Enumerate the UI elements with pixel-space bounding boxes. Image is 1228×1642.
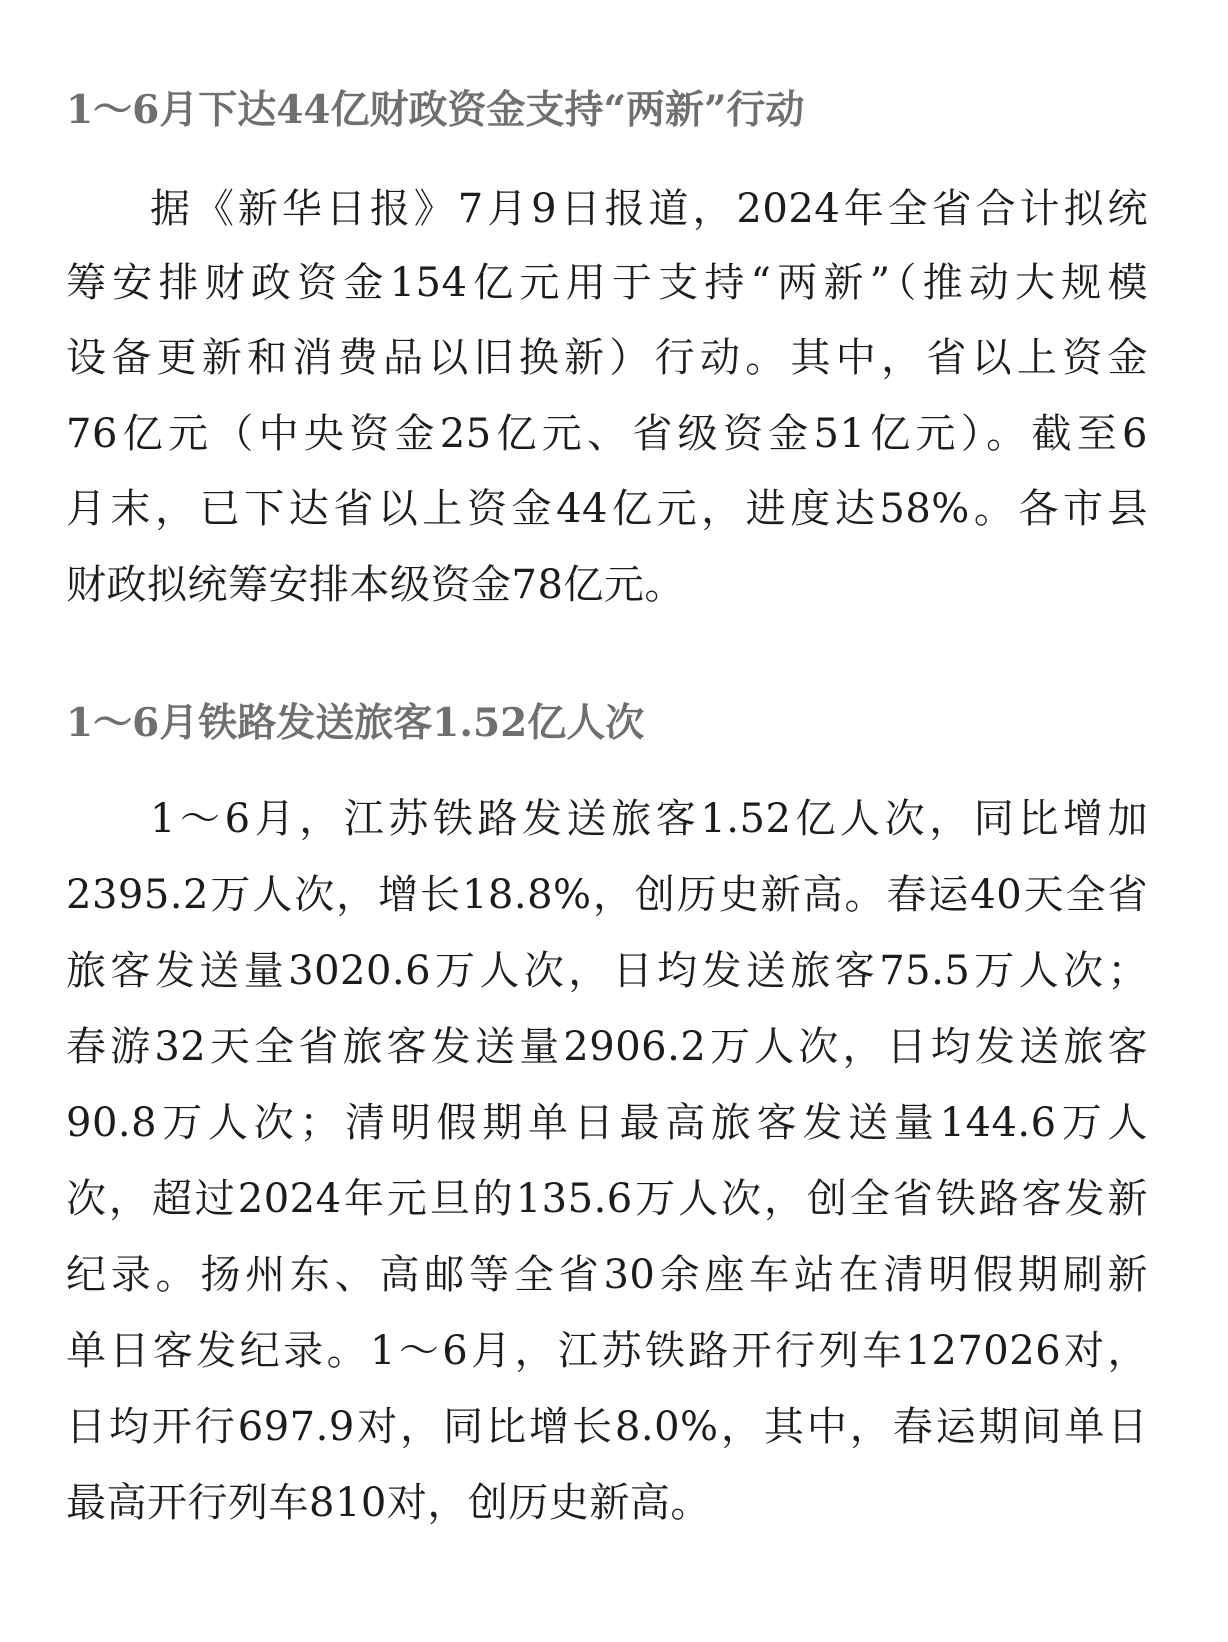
section-2-line-4: 春游32天全省旅客发送量2906.2万人次，日均发送旅客 [66, 1024, 1148, 1070]
section-2-heading: 1～6月铁路发送旅客1.52亿人次 [66, 700, 645, 746]
section-2-line-5: 90.8万人次；清明假期单日最高旅客发送量144.6万人 [66, 1100, 1148, 1146]
section-2-line-9: 日均开行697.9对，同比增长8.0%，其中，春运期间单日 [66, 1404, 1148, 1450]
section-2-line-6: 次，超过2024年元旦的135.6万人次，创全省铁路客发新 [66, 1176, 1148, 1222]
section-2-line-3: 旅客发送量3020.6万人次，日均发送旅客75.5万人次； [66, 948, 1148, 994]
section-1-line-6: 财政拟统筹安排本级资金78亿元。 [66, 562, 685, 608]
section-2-line-10: 最高开行列车810对，创历史新高。 [66, 1480, 711, 1526]
section-1-line-4: 76亿元（中央资金25亿元、省级资金51亿元）。截至6 [66, 411, 1148, 457]
section-1-line-1: 据《新华日报》7月9日报道，2024年全省合计拟统 [150, 186, 1148, 232]
section-2-line-7: 纪录。扬州东、高邮等全省30余座车站在清明假期刷新 [66, 1252, 1148, 1298]
section-2-line-2: 2395.2万人次，增长18.8%，创历史新高。春运40天全省 [66, 872, 1148, 918]
section-1-line-3: 设备更新和消费品以旧换新）行动。其中，省以上资金 [66, 335, 1148, 381]
section-2-line-1: 1～6月，江苏铁路发送旅客1.52亿人次，同比增加 [150, 796, 1148, 842]
section-1-line-2: 筹安排财政资金154亿元用于支持“两新”（推动大规模 [66, 260, 1148, 306]
section-2-line-8: 单日客发纪录。1～6月，江苏铁路开行列车127026对， [66, 1328, 1148, 1374]
section-1-line-5: 月末，已下达省以上资金44亿元，进度达58%。各市县 [66, 486, 1148, 532]
section-1-heading: 1～6月下达44亿财政资金支持“两新”行动 [66, 87, 805, 133]
